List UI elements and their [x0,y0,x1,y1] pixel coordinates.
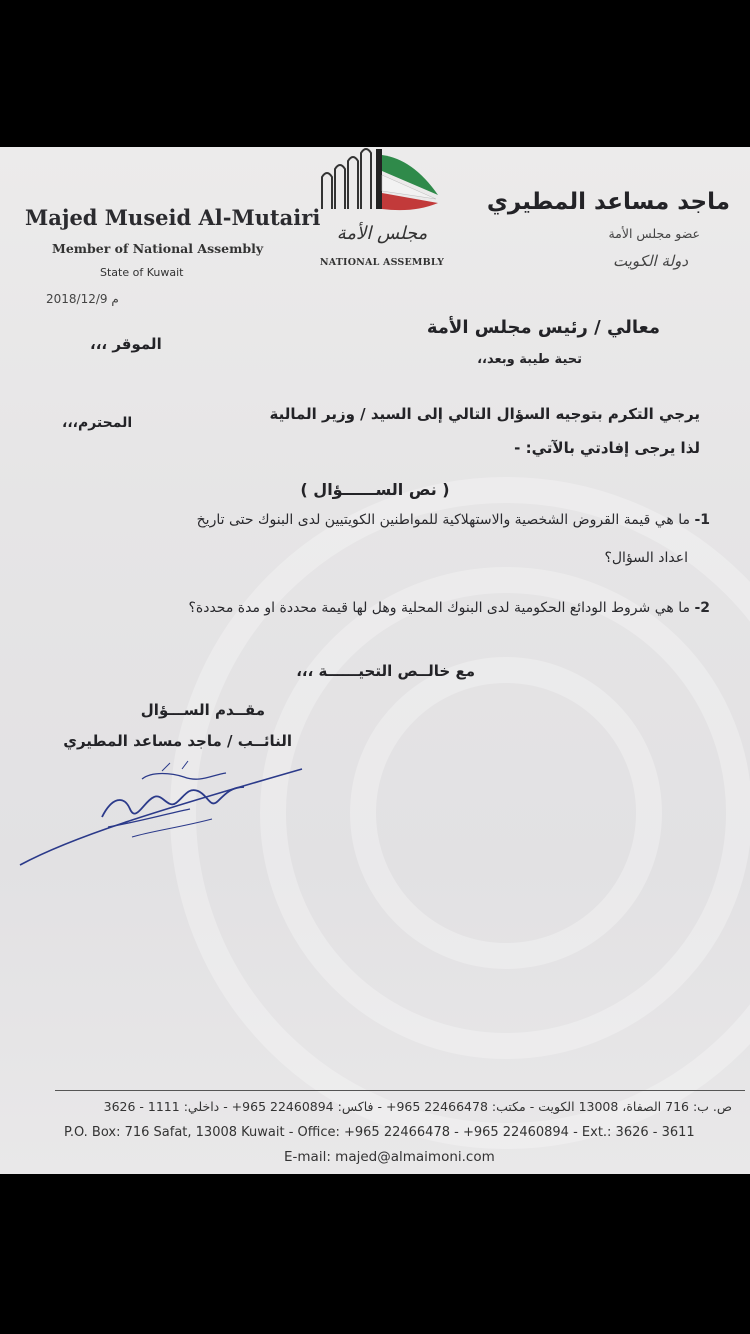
addressee: معالي / رئيس مجلس الأمة [426,317,660,338]
submitter-label: مقــدم الســـؤال [140,701,265,719]
letterhead-name-en: Majed Museid Al-Mutairi [25,205,321,230]
letterhead-title-ar: عضو مجلس الأمة [608,226,700,241]
logo-text-ar: مجلس الأمة [336,223,428,244]
watermark-ring [350,657,662,969]
question-1-line-2: اعداد السؤال؟ [604,550,688,566]
letter-date: 2018/12/9 م [46,292,119,306]
national-assembly-logo [318,147,448,275]
closing: مع خالــص التحيــــــة ،،، [296,662,475,680]
question-2-number: 2- [694,600,710,616]
handwritten-signature-icon [12,757,312,867]
question-1-number: 1- [694,512,710,528]
letterhead-title-en: Member of National Assembly [52,241,264,256]
footer-address-ar: ص. ب: 716 الصفاة، 13008 الكويت - مكتب: 22466478 965+ - فاكس: 22460894 965+ - داخلي: 1111 - 3626 [103,1099,732,1114]
footer-email: E-mail: majed@almaimoni.com [284,1149,495,1165]
question-1 [197,512,710,528]
footer-divider [55,1090,745,1091]
assembly-emblem-icon [318,147,448,227]
letterhead-name-ar: ماجد مساعد المطيري [486,189,730,215]
request-line: يرجي التكرم بتوجيه السؤال التالي إلى السيد / وزير المالية [269,405,700,423]
question-heading: ( نص الســــــؤال ) [300,480,450,499]
submitter-name: النائــب / ماجد مساعد المطيري [63,732,292,750]
inform-line: لذا يرجى إفادتي بالآتي: - [514,439,700,457]
logo-text-en: NATIONAL ASSEMBLY [319,257,445,268]
letterhead-country-ar: دولة الكويت [613,252,688,270]
question-1-text: ما هي قيمة القروض الشخصية والاستهلاكية للمواطنين الكويتيين لدى البنوك حتى تاريخ [196,512,690,528]
question-2 [188,600,710,616]
respected-text: المحترم،،، [62,415,133,431]
honorific: الموقر ،،، [90,335,162,353]
letterhead-country-en: State of Kuwait [100,266,184,279]
question-2-text: ما هي شروط الودائع الحكومية لدى البنوك المحلية وهل لها قيمة محددة او مدة محددة؟ [188,600,690,616]
greeting: تحية طيبة وبعد،، [477,352,582,367]
footer-address-en: P.O. Box: 716 Safat, 13008 Kuwait - Office: +965 22466478 - +965 22460894 - Ext.: 3626 - 3611 [64,1125,695,1140]
letter-page [0,147,750,1174]
